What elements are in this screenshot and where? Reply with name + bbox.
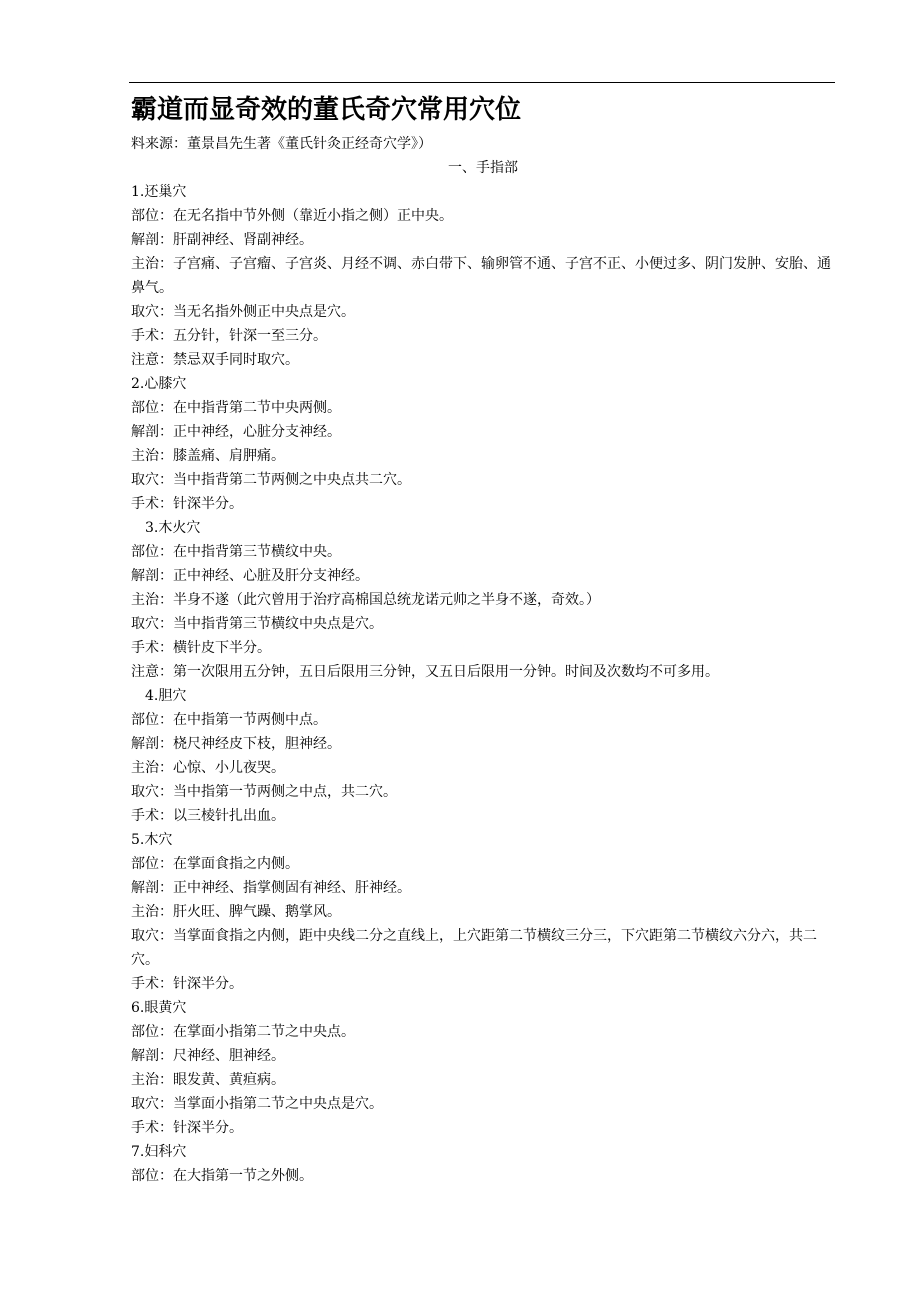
point-heading: 4.胆穴 (145, 688, 187, 704)
text-line: 部位：在掌面食指之内侧。 (131, 856, 299, 872)
text-line: 解剖：尺神经、胆神经。 (131, 1048, 285, 1064)
text-line: 部位：在中指背第二节中央两侧。 (131, 400, 341, 416)
point-heading: 5.木穴 (131, 832, 173, 848)
text-line: 部位：在大指第一节之外侧。 (131, 1168, 313, 1184)
text-line: 解剖：桡尺神经皮下枝，胆神经。 (131, 736, 341, 752)
text-line: 解剖：正中神经、指掌侧固有神经、肝神经。 (131, 880, 411, 896)
source-note: 料来源：董景昌先生著《董氏针灸正经奇穴学》） (131, 136, 432, 152)
text-line: 取穴：当中指背第三节横纹中央点是穴。 (131, 616, 383, 632)
text-paragraph: 取穴：当掌面食指之内侧，距中央线二分之直线上，上穴距第二节横纹三分三，下穴距第二节横纹六分六，共二穴。 (131, 928, 817, 968)
text-line: 部位：在无名指中节外侧（靠近小指之侧）正中央。 (131, 208, 453, 224)
text-line: 主治：膝盖痛、肩胛痛。 (131, 448, 285, 464)
text-line: 部位：在中指背第三节横纹中央。 (131, 544, 341, 560)
point-heading: 6.眼黄穴 (131, 1000, 187, 1016)
text-line: 取穴：当中指第一节两侧之中点，共二穴。 (131, 784, 397, 800)
text-line: 取穴：当中指背第二节两侧之中央点共二穴。 (131, 472, 411, 488)
text-line: 主治：心惊、小儿夜哭。 (131, 760, 285, 776)
text-line: 注意：禁忌双手同时取穴。 (131, 352, 299, 368)
section-heading: 一、手指部 (448, 160, 518, 176)
text-line: 手术：横针皮下半分。 (131, 640, 271, 656)
document-body (131, 180, 831, 1188)
text-line: 手术：针深半分。 (131, 976, 243, 992)
point-heading: 1.还巢穴 (131, 184, 187, 200)
text-line: 解剖：正中神经、心脏及肝分支神经。 (131, 568, 369, 584)
text-line: 解剖：肝副神经、肾副神经。 (131, 232, 313, 248)
text-line: 手术：针深半分。 (131, 1120, 243, 1136)
point-heading: 3.木火穴 (145, 520, 201, 536)
text-line: 主治：肝火旺、脾气躁、鹅掌风。 (131, 904, 341, 920)
text-line: 解剖：正中神经，心脏分支神经。 (131, 424, 341, 440)
text-paragraph: 主治：子宫痛、子宫瘤、子宫炎、月经不调、赤白带下、输卵管不通、子宫不正、小便过多、阴门发肿、安胎、通鼻气。 (131, 256, 831, 296)
text-line: 主治：眼发黄、黄疸病。 (131, 1072, 285, 1088)
text-line: 部位：在中指第一节两侧中点。 (131, 712, 327, 728)
text-line: 手术：五分针，针深一至三分。 (131, 328, 327, 344)
text-line: 手术：针深半分。 (131, 496, 243, 512)
point-heading: 2.心膝穴 (131, 376, 187, 392)
text-line: 部位：在掌面小指第二节之中央点。 (131, 1024, 355, 1040)
text-line: 取穴：当掌面小指第二节之中央点是穴。 (131, 1096, 383, 1112)
text-line: 注意：第一次限用五分钟，五日后限用三分钟，又五日后限用一分钟。时间及次数均不可多用。 (131, 664, 719, 680)
point-heading: 7.妇科穴 (131, 1144, 187, 1160)
text-line: 手术：以三棱针扎出血。 (131, 808, 285, 824)
text-line: 主治：半身不遂（此穴曾用于治疗高棉国总统龙诺元帅之半身不遂，奇效。） (131, 592, 600, 608)
text-line: 取穴：当无名指外侧正中央点是穴。 (131, 304, 355, 320)
header-rule (129, 82, 835, 83)
document-title: 霸道而显奇效的董氏奇穴常用穴位 (131, 95, 522, 125)
